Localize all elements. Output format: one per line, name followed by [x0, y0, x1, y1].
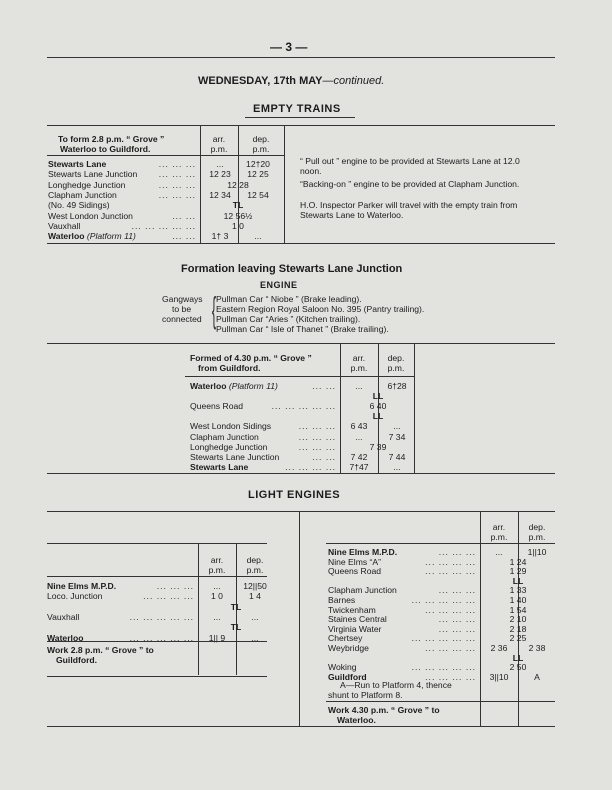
station-name [328, 643, 369, 653]
station-name [190, 421, 271, 431]
light-right-dep-pm: p.m. [528, 532, 546, 542]
light-left-arr-pm: p.m. [208, 565, 226, 575]
station-label: Clapham Junction [190, 431, 259, 442]
leader-dots: ... ... [172, 231, 196, 242]
station-name [328, 566, 381, 576]
leader-dots: ... ... ... ... [425, 556, 476, 567]
station-name [48, 231, 136, 241]
leader-dots: ... ... ... [438, 614, 476, 625]
station-name [190, 401, 243, 411]
formation-brace: { [211, 289, 217, 330]
light-right-work-1: Work 4.30 p.m. “ Grove ” to [328, 705, 440, 715]
pass-time: LL [372, 391, 384, 402]
dep-time: A [534, 671, 540, 682]
empty-form-line1: To form 2.8 p.m. “ Grove ” [58, 134, 165, 144]
dep-time: 7 44 [388, 451, 406, 462]
header-rule [47, 57, 555, 58]
empty-note-2: “Backing-on ” engine to be provided at Clapham Junction. [300, 179, 520, 189]
station-name [328, 557, 381, 567]
station-name [48, 169, 137, 179]
leader-dots: ... ... ... [156, 581, 194, 591]
leader-dots: ... ... ... ... [143, 591, 194, 602]
light-right-note-2: shunt to Platform 8. [328, 690, 403, 700]
leader-dots: ... ... [312, 451, 336, 462]
pass-time: TL [230, 622, 242, 633]
gangways-label-2: to be [172, 304, 192, 314]
station-label: Vauxhall [47, 611, 80, 622]
dep-time: ... [251, 632, 259, 643]
light-right-dep-header: dep. [528, 522, 546, 532]
empty-trains-title: EMPTY TRAINS [253, 103, 341, 115]
station-name [47, 581, 116, 591]
station-label: Woking [328, 662, 357, 673]
station-label: Stewarts Lane Junction [48, 169, 138, 180]
formation-car-1: Pullman Car “ Niobe ” (Brake leading). [216, 294, 362, 304]
station-label: Nine Elms M.P.D. [47, 581, 117, 591]
pass-time: LL [512, 652, 524, 663]
pass-time: 2 18 [509, 623, 527, 634]
pass-time: 1 40 [509, 595, 527, 605]
leader-dots: ... ... ... ... ... [271, 401, 336, 412]
empty-arr-header: arr. [212, 134, 226, 144]
station-name [48, 180, 125, 190]
station-label: Weybridge [328, 643, 369, 653]
light-engines-title: LIGHT ENGINES [248, 489, 341, 501]
leader-dots: ... ... ... ... ... [411, 662, 476, 673]
arr-time: ... [216, 159, 224, 169]
leader-dots: ... ... ... [298, 421, 336, 432]
pass-time: 1 29 [509, 566, 527, 577]
station-label: West London Junction [48, 210, 133, 221]
empty-col-divider-3 [284, 125, 285, 243]
station-label: Nine Elms “A” [328, 556, 382, 567]
empty-header-rule [47, 155, 284, 156]
day-text: WEDNESDAY, 17th MAY [198, 75, 323, 87]
formed-bottom-rule [47, 473, 555, 474]
arr-time: ... [213, 581, 221, 591]
station-name [48, 190, 117, 200]
station-name [328, 662, 357, 672]
dep-time: ... [393, 421, 401, 432]
formation-car-3: Pullman Car “Aries ” (Kitchen trailing). [216, 314, 361, 324]
leader-dots: ... ... ... ... ... [129, 632, 194, 643]
leader-dots: ... ... ... ... ... [131, 220, 196, 231]
dep-time: ... [251, 611, 259, 622]
station-label: Chertsey [328, 633, 363, 644]
station-label: Loco. Junction [47, 591, 103, 602]
station-label: Longhedge Junction [48, 179, 126, 190]
day-heading [198, 75, 384, 87]
station-name [190, 432, 259, 442]
dep-time: 7 34 [388, 431, 406, 442]
pass-time: LL [372, 411, 384, 422]
light-right-arr-pm: p.m. [490, 532, 508, 542]
arr-time: ... [355, 381, 363, 391]
light-left-work-2: Guildford. [56, 655, 98, 665]
station-label: Virginia Water [328, 623, 382, 634]
station-label: Nine Elms M.P.D. [328, 547, 398, 557]
station-label: Waterloo [48, 231, 85, 242]
station-label: Guildford [328, 671, 367, 682]
light-center-divider [299, 511, 300, 726]
leader-dots: ... ... ... ... [425, 604, 476, 615]
light-left-bottom-rule [47, 676, 267, 677]
formed-header-rule [185, 376, 414, 377]
empty-arr-pm: p.m. [210, 144, 228, 154]
arr-time: ... [355, 431, 363, 442]
formed-dep-pm: p.m. [387, 363, 405, 373]
station-name [190, 381, 278, 391]
station-note: (Platform 11) [86, 231, 136, 242]
leader-dots: ... ... ... ... [425, 671, 476, 682]
station-label: Staines Central [328, 614, 387, 625]
arr-time: 2 36 [490, 643, 508, 653]
leader-dots: ... ... ... [298, 441, 336, 452]
leader-dots: ... ... ... [158, 159, 196, 169]
leader-dots: ... ... ... ... [425, 643, 476, 653]
leader-dots: ... ... ... [438, 623, 476, 634]
dep-time: 12||50 [243, 581, 267, 591]
pass-time: 1 0 [232, 220, 244, 231]
empty-title-underline [245, 117, 355, 118]
station-name [47, 591, 102, 601]
station-name [190, 462, 248, 472]
station-name [328, 624, 382, 634]
arr-time: 7 42 [350, 451, 368, 462]
formed-top-rule [47, 343, 555, 344]
station-name [328, 633, 362, 643]
station-label: Stewarts Lane Junction [190, 451, 280, 462]
light-left-work-1: Work 2.8 p.m. “ Grove ” to [47, 645, 154, 655]
station-name [48, 200, 110, 210]
arr-time: ... [213, 611, 221, 622]
empty-bottom-rule [47, 243, 555, 244]
pass-time: 2 50 [509, 662, 527, 673]
station-name [48, 159, 106, 169]
station-name [190, 452, 279, 462]
light-top-rule [47, 511, 555, 512]
light-right-work-rule [326, 701, 555, 702]
pass-time: 2 10 [509, 614, 527, 625]
light-left-top-rule [47, 543, 267, 544]
station-label: Stewarts Lane [190, 461, 249, 472]
leader-dots: ... ... ... [158, 169, 196, 180]
station-name [328, 547, 397, 557]
gangways-label-3: connected [162, 314, 202, 324]
light-right-arr-header: arr. [492, 522, 506, 532]
station-name [328, 614, 387, 624]
station-label: Longhedge Junction [190, 441, 268, 452]
station-label: Clapham Junction [328, 585, 397, 596]
station-name [328, 595, 355, 605]
arr-time: 12 23 [209, 169, 231, 180]
leader-dots: ... ... ... ... ... [411, 595, 476, 605]
arr-time: ... [495, 547, 503, 557]
light-left-dep-header: dep. [246, 555, 264, 565]
light-right-header-rule [326, 543, 555, 544]
leader-dots: ... ... ... ... [285, 461, 336, 472]
leader-dots: ... ... [312, 381, 336, 391]
station-label: Twickenham [328, 604, 376, 615]
leader-dots: ... ... ... [158, 189, 196, 200]
formed-arr-pm: p.m. [350, 363, 368, 373]
pass-time: TL [232, 200, 244, 211]
arr-time: 7†47 [349, 461, 369, 472]
dep-time: 12 54 [247, 189, 269, 200]
arr-time: 3||10 [489, 671, 509, 682]
leader-dots: ... ... ... [438, 547, 476, 557]
formed-dep-header: dep. [387, 353, 405, 363]
pass-time: 12 28 [227, 179, 249, 190]
dep-time: 6†28 [387, 381, 407, 391]
station-name [190, 442, 267, 452]
leader-dots: ... ... ... ... ... [129, 611, 194, 622]
station-label: Vauxhall [48, 220, 81, 231]
arr-time: 6 43 [350, 421, 368, 432]
light-right-note-1: A—Run to Platform 4, thence [340, 680, 452, 690]
leader-dots: ... ... ... ... [425, 566, 476, 577]
pass-time: 6 40 [369, 401, 387, 412]
arr-time: 1† 3 [211, 231, 229, 242]
station-label: Stewarts Lane [48, 159, 107, 169]
pass-time: 1 24 [509, 556, 527, 567]
dep-time: 2 38 [528, 643, 546, 653]
leader-dots: ... ... [172, 210, 196, 221]
pass-time: 7 39 [369, 441, 387, 452]
arr-time: 1 0 [211, 591, 223, 602]
pass-time: 12 56½ [223, 210, 253, 221]
formation-title: Formation leaving Stewarts Lane Junction [181, 263, 403, 275]
empty-note-1: “ Pull out ” engine to be provided at Stewarts Lane at 12.0 noon. [300, 156, 520, 176]
leader-dots: ... ... ... [438, 585, 476, 596]
dep-time: ... [393, 461, 401, 472]
station-name [328, 605, 376, 615]
dep-time: 12†20 [246, 159, 270, 169]
leader-dots: ... ... ... ... ... [411, 633, 476, 644]
pass-time: 1 54 [509, 604, 527, 615]
pass-time: 1 33 [509, 585, 527, 596]
station-label: Barnes [328, 595, 356, 605]
light-right-work-2: Waterloo. [337, 715, 376, 725]
station-name [328, 585, 397, 595]
formation-car-4: Pullman Car “ Isle of Thanet ” (Brake trailing). [216, 324, 389, 334]
formation-engine: ENGINE [260, 280, 298, 290]
station-note: (Platform 11) [228, 381, 278, 391]
station-name [48, 211, 133, 221]
station-label: Clapham Junction [48, 189, 117, 200]
formed-arr-header: arr. [352, 353, 366, 363]
leader-dots: ... ... ... [158, 179, 196, 190]
dep-time: 12 25 [247, 169, 269, 180]
page-number: — 3 — [270, 40, 308, 54]
empty-top-rule [47, 125, 555, 126]
arr-time: 12 34 [209, 189, 231, 200]
dep-time: 1||10 [527, 547, 547, 557]
light-bottom-rule [47, 726, 555, 727]
pass-time: TL [230, 601, 242, 612]
empty-dep-header: dep. [252, 134, 270, 144]
formed-heading-2: from Guildford. [198, 363, 261, 373]
light-left-header-rule [47, 576, 267, 577]
station-label: Queens Road [328, 566, 382, 577]
station-label: (No. 49 Sidings) [48, 200, 110, 211]
gangways-label-1: Gangways [162, 294, 203, 304]
formation-car-2: Eastern Region Royal Saloon No. 395 (Pantry trailing). [216, 304, 425, 314]
light-left-dep-pm: p.m. [246, 565, 264, 575]
station-name [48, 221, 80, 231]
station-label: Queens Road [190, 401, 244, 412]
pass-time: 2 25 [509, 633, 527, 644]
dep-time: 1 4 [249, 591, 261, 602]
station-name [47, 612, 79, 622]
empty-form-line2: Waterloo to Guildford. [60, 144, 151, 154]
station-label: West London Sidings [190, 421, 272, 432]
empty-dep-pm: p.m. [252, 144, 270, 154]
arr-time: 1|| 9 [208, 632, 226, 643]
station-label: Waterloo [47, 632, 84, 643]
continued-text: —continued. [322, 75, 385, 87]
light-left-arr-header: arr. [210, 555, 224, 565]
leader-dots: ... ... ... [298, 431, 336, 442]
formed-heading-1: Formed of 4.30 p.m. “ Grove ” [190, 353, 312, 363]
dep-time: ... [254, 231, 262, 242]
station-label: Waterloo [190, 381, 227, 391]
pass-time: LL [512, 575, 524, 586]
empty-note-3: H.O. Inspector Parker will travel with the empty train from Stewarts Lane to Waterloo. [300, 200, 518, 220]
light-left-work-rule [47, 641, 267, 642]
